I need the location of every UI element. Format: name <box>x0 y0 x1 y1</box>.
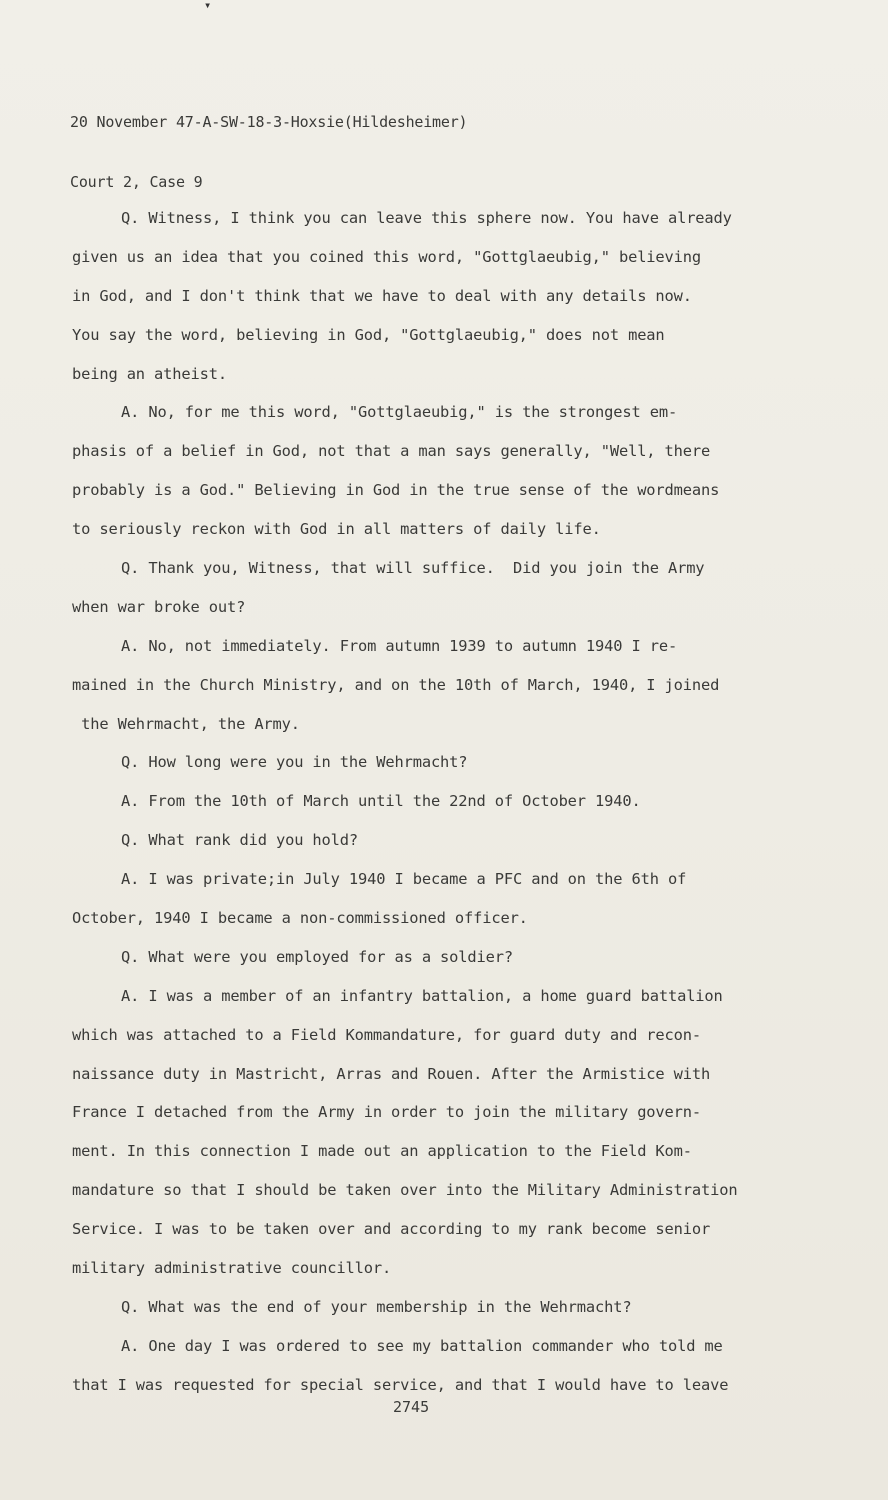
transcript-line: mandature so that I should be taken over into the Military Administration <box>72 1181 738 1200</box>
transcript-line: A. I was private;in July 1940 I became a PFC and on the 6th of <box>121 870 687 889</box>
transcript-line: You say the word, believing in God, "Gottglaeubig," does not mean <box>72 325 665 344</box>
transcript-line: that I was requested for special service, and that I would have to leave <box>72 1375 729 1394</box>
transcript-line: the Wehrmacht, the Army. <box>72 714 300 733</box>
transcript-line: Q. Witness, I think you can leave this sphere now. You have already <box>121 209 732 227</box>
transcript-line: probably is a God." Believing in God in the true sense of the wordmeans <box>72 481 720 500</box>
page-number: 2745 <box>393 1398 430 1416</box>
transcript-line: A. I was a member of an infantry battalion, a home guard battalion <box>121 986 723 1005</box>
transcript-line: Q. How long were you in the Wehrmacht? <box>121 753 468 772</box>
header-reference: 20 November 47-A-SW-18-3-Hoxsie(Hildesheimer) <box>70 113 468 131</box>
transcript-line: mained in the Church Ministry, and on the 10th of March, 1940, I joined <box>72 675 720 694</box>
transcript-line: being an atheist. <box>72 364 227 383</box>
transcript-line: phasis of a belief in God, not that a man says generally, "Well, there <box>72 442 711 461</box>
transcript-line: to seriously reckon with God in all matters of daily life. <box>72 520 601 539</box>
transcript-line: Q. What was the end of your membership in the Wehrmacht? <box>121 1297 632 1316</box>
transcript-line: military administrative councillor. <box>72 1259 392 1278</box>
transcript-line: Q. What rank did you hold? <box>121 831 359 850</box>
transcript-line: October, 1940 I became a non-commissioned officer. <box>72 909 528 928</box>
transcript-line: Q. Thank you, Witness, that will suffice. Did you join the Army <box>121 559 705 578</box>
transcript-line: given us an idea that you coined this word, "Gottglaeubig," believing <box>72 247 702 266</box>
transcript-line: which was attached to a Field Kommandature, for guard duty and recon- <box>72 1025 702 1044</box>
transcript-line: France I detached from the Army in order to join the military govern- <box>72 1103 702 1122</box>
transcript-line: A. One day I was ordered to see my battalion commander who told me <box>121 1336 723 1355</box>
transcript-line: Service. I was to be taken over and according to my rank become senior <box>72 1220 711 1239</box>
top-mark: ▾ <box>204 0 212 12</box>
header-court-case: Court 2, Case 9 <box>70 173 203 191</box>
transcript-line: naissance duty in Mastricht, Arras and Rouen. After the Armistice with <box>72 1064 711 1083</box>
transcript-line: A. No, not immediately. From autumn 1939 to autumn 1940 I re- <box>121 636 678 655</box>
transcript-line: A. From the 10th of March until the 22nd of October 1940. <box>121 792 641 811</box>
transcript-line: in God, and I don't think that we have to deal with any details now. <box>72 286 692 305</box>
transcript-body <box>72 199 792 1405</box>
transcript-line: Q. What were you employed for as a soldier? <box>121 947 513 966</box>
transcript-line: ment. In this connection I made out an application to the Field Kom- <box>72 1142 692 1161</box>
transcript-line: A. No, for me this word, "Gottglaeubig," is the strongest em- <box>121 403 678 422</box>
transcript-line: when war broke out? <box>72 597 246 616</box>
